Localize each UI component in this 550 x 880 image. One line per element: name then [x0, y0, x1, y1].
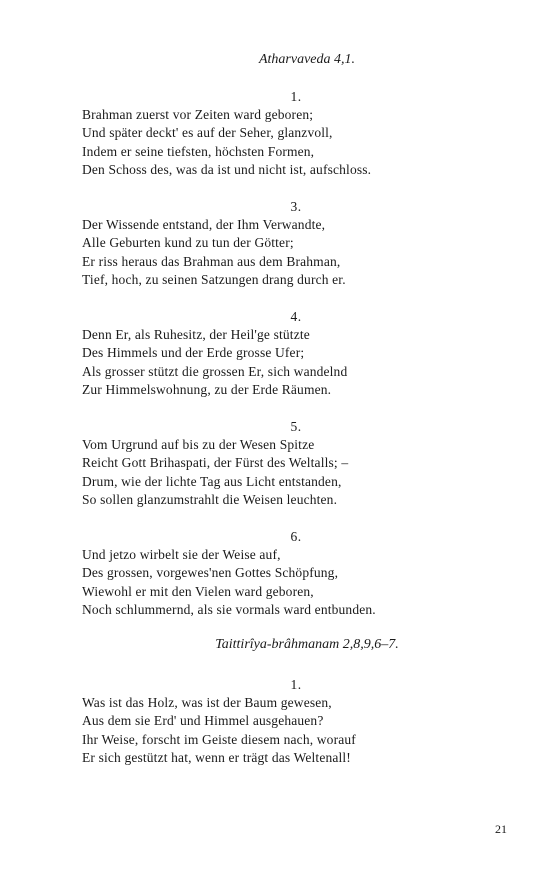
- verse-line: Des grossen, vorgewes'nen Gottes Schöpfung,: [82, 565, 339, 581]
- stanza-number: 1.: [290, 677, 302, 692]
- verse-line: Der Wissende entstand, der Ihm Verwandte,: [82, 217, 326, 232]
- stanza-1: [82, 88, 512, 180]
- verse-line: Er sich gestützt hat, wenn er trägt das Weltenall!: [82, 750, 351, 766]
- verse-line: Aus dem sie Erd' und Himmel ausgehauen?: [82, 713, 324, 729]
- stanza-number: 3.: [290, 199, 302, 214]
- verse-line: Den Schoss des, was da ist und nicht ist, aufschloss.: [82, 162, 372, 178]
- verse-line: Was ist das Holz, was ist der Baum gewesen,: [82, 695, 332, 710]
- verse-line: Noch schlummernd, als sie vormals ward entbunden.: [82, 602, 376, 618]
- stanza-taittiriya-1: [82, 676, 512, 768]
- verse-line: Er riss heraus das Brahman aus dem Brahman,: [82, 253, 341, 269]
- verse-line: Tief, hoch, zu seinen Satzungen drang durch er.: [82, 272, 346, 288]
- stanza-4: [82, 308, 512, 400]
- verse-line: Drum, wie der lichte Tag aus Licht entstanden,: [82, 473, 342, 489]
- stanza-number: 5.: [290, 419, 302, 434]
- verse-line: Des Himmels und der Erde grosse Ufer;: [82, 345, 305, 361]
- verse-line: Ihr Weise, forscht im Geiste diesem nach, worauf: [82, 731, 356, 747]
- verse-line: Reicht Gott Brihaspati, der Fürst des Weltalls; –: [82, 455, 349, 471]
- verse-line: Und jetzo wirbelt sie der Weise auf,: [82, 547, 281, 562]
- verse-line: Alle Geburten kund zu tun der Götter;: [82, 235, 294, 251]
- verse-line: Und später deckt' es auf der Seher, glanzvoll,: [82, 125, 333, 141]
- verse-line: So sollen glanzumstrahlt die Weisen leuchten.: [82, 492, 338, 508]
- verse-line: Indem er seine tiefsten, höchsten Formen,: [82, 143, 315, 159]
- stanza-6: [82, 528, 512, 620]
- section-heading-taittiriya: Taittirîya-brâhmanam 2,8,9,6–7.: [215, 637, 399, 652]
- page-number: 21: [495, 822, 507, 836]
- verse-line: Brahman zuerst vor Zeiten ward geboren;: [82, 107, 314, 122]
- verse-line: Wiewohl er mit den Vielen ward geboren,: [82, 583, 314, 599]
- verse-line: Zur Himmelswohnung, zu der Erde Räumen.: [82, 382, 332, 398]
- section-heading-atharvaveda: Atharvaveda 4,1.: [258, 52, 356, 67]
- stanza-number: 6.: [290, 529, 302, 544]
- stanza-5: [82, 418, 512, 510]
- verse-line: Als grosser stützt die grossen Er, sich wandelnd: [82, 363, 348, 379]
- verse-line: Denn Er, als Ruhesitz, der Heil'ge stützte: [82, 327, 310, 342]
- verse-line: Vom Urgrund auf bis zu der Wesen Spitze: [82, 437, 315, 452]
- stanza-number: 1.: [290, 89, 302, 104]
- stanza-3: [82, 198, 512, 290]
- stanza-number: 4.: [290, 309, 302, 324]
